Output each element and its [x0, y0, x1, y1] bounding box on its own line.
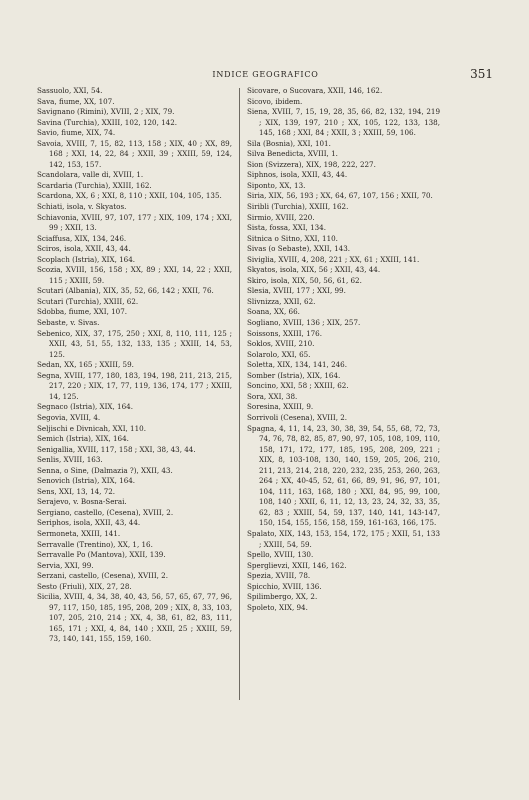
index-entry: Serravalle Po (Mantova), XXII, 139. [37, 550, 166, 560]
index-entry: Skiro, isola, XIX, 50, 56, 61, 62. [247, 275, 362, 285]
index-entry: Siponto, XX, 13. [247, 180, 306, 190]
index-entry: Schiavonia, XVIII, 97, 107, 177 ; XIX, 109, 174 ; XXI, 99 ; XXII, 13. [37, 212, 232, 233]
index-entry: Savina (Turchia), XXIII, 102, 120, 142. [37, 117, 178, 127]
index-entry: Soana, XX, 66. [247, 307, 300, 317]
index-entry: Scozia, XVIII, 156, 158 ; XX, 89 ; XXI, 14, 22 ; XXII, 115 ; XXIII, 59. [37, 265, 232, 285]
index-entry: Seriphos, isola, XXII, 43, 44. [37, 518, 141, 528]
index-entry: Silva Benedicta, XVIII, 1. [247, 149, 338, 159]
index-entry: Spilimbergo, XX, 2. [247, 592, 318, 602]
index-entry: Sogliano, XVIII, 136 ; XIX, 257. [247, 318, 361, 328]
index-entry: Skyatos, isola, XIX, 56 ; XXII, 43, 44. [247, 265, 381, 275]
index-entry: Schiati, isola, v. Skyatos. [37, 202, 127, 212]
index-entry: Servia, XXI, 99. [37, 560, 94, 570]
index-entry: Sermoneta, XXIII, 141. [37, 528, 121, 538]
index-entry: Somber (Istria), XIX, 164. [247, 370, 341, 380]
index-entry: Scardaria (Turchia), XXIII, 162. [37, 180, 152, 190]
index-entry: Siena, XVIII, 7, 15, 19, 28, 35, 66, 82, 132, 194, 219 ; XIX, 139, 197, 210 ; XX, 105, 122, 133, 138, 145, 168 ; XXI, 84 ; XXII, 3 ; XXIII, 59, 106. [247, 107, 440, 138]
index-column-right [247, 86, 440, 613]
index-entry: Slesia, XVIII, 177 ; XXI, 99. [247, 286, 346, 296]
index-entry: Spalato, XIX, 143, 153, 154, 172, 175 ; XXII, 51, 133 ; XXIII, 54, 59. [247, 528, 440, 549]
index-entry: Sebaste, v. Sivas. [37, 318, 100, 328]
index-entry: Spicchio, XVIII, 136. [247, 581, 322, 591]
index-entry: Serzani, castello, (Cesena), XVIII, 2. [37, 571, 168, 581]
index-entry: Senovich (Istria), XIX, 164. [37, 476, 136, 486]
index-entry: Solarolo, XXI, 65. [247, 349, 311, 359]
index-entry: Sava, fiume, XX, 107. [37, 96, 115, 106]
index-entry: Sion (Svizzera), XIX, 198, 222, 227. [247, 159, 376, 169]
index-entry: Segna, XVIII, 177, 180, 183, 194, 198, 211, 213, 215, 217, 220 ; XIX, 17, 77, 119, 136, 174, 177 ; XXIII, 14, 125. [37, 370, 232, 401]
index-entry: Scutari (Turchia), XXIII, 62. [37, 296, 139, 306]
index-column-left [37, 86, 232, 645]
index-entry: Sebenico, XIX, 37, 175, 250 ; XXI, 8, 110, 111, 125 ; XXII, 43, 51, 55, 132, 133, 135 ; XXIII, 14, 53, 125. [37, 328, 232, 359]
index-entry: Siribli (Turchia), XXIII, 162. [247, 202, 349, 212]
index-entry: Soissons, XXIII, 176. [247, 328, 322, 338]
index-entry: Sicovo, ibidem. [247, 96, 303, 106]
index-entry: Sedan, XX, 165 ; XXIII, 59. [37, 360, 134, 370]
index-entry: Savignano (Rimini), XVIII, 2 ; XIX, 79. [37, 107, 175, 117]
index-entry: Sicovare, o Sucovara, XXII, 146, 162. [247, 86, 383, 95]
index-entry: Sora, XXI, 38. [247, 391, 298, 401]
index-entry: Sesto (Friuli), XIX, 27, 28. [37, 581, 132, 591]
index-entry: Sista, fossa, XXI, 134. [247, 223, 327, 233]
index-entry: Siviglia, XVIII, 4, 208, 221 ; XX, 61 ; XXIII, 141. [247, 254, 420, 264]
page-title: INDICE GEOGRAFICO [212, 70, 319, 79]
index-entry: Senlis, XVIII, 163. [37, 455, 103, 465]
index-entry: Segnaco (Istria), XIX, 164. [37, 402, 133, 412]
index-entry: Savio, fiume, XIX, 74. [37, 128, 116, 138]
index-entry: Senna, o Sine, (Dalmazia ?), XXII, 43. [37, 465, 173, 475]
index-entry: Spoleto, XIX, 94. [247, 602, 308, 612]
index-entry: Soresina, XXIII, 9. [247, 402, 314, 412]
index-entry: Soklos, XVIII, 210. [247, 339, 315, 349]
index-entry: Siria, XIX, 56, 193 ; XX, 64, 67, 107, 156 ; XXII, 70. [247, 191, 433, 201]
index-entry: Soncino, XXI, 58 ; XXIII, 62. [247, 381, 349, 391]
index-entry: Sitnica o Sitno, XXI, 110. [247, 233, 338, 243]
index-entry: Sorrivoli (Cesena), XVIII, 2. [247, 412, 348, 422]
index-entry: Sciros, isola, XXII, 43, 44. [37, 244, 131, 254]
index-entry: Spagna, 4, 11, 14, 23, 30, 38, 39, 54, 55, 68, 72, 73, 74, 76, 78, 82, 85, 87, 90, 97, 105, 108, 109, 110, 158, 171, 172, 177, 185, 195, 208, 209, 221 ; XIX, 8, 103-108, 130, 140, 159, 205, 206, 210, 211, 213, 214, 218, 220, 232, 235, 253, 260, 263, 264 ; XX, 40-45, 52, 61, 66, 89, 91, 96, 97, 101, 104, 111, 163, 168, 180 ; XXI, 84, 95, 99, 100, 108, 140 ; XXII, 6, 11, 12, 13, 23, 24, 32, 33, 35, 62, 83 ; XXIII, 54, 59, 137, 140, 141, 143-147, 150, 154, 155, 156, 158, 159, 161-163, 166, 175. [247, 423, 440, 528]
index-entry: Senigallia, XVIII, 117, 158 ; XXI, 38, 43, 44. [37, 444, 196, 454]
running-header [38, 67, 493, 86]
index-entry: Scardona, XX, 6 ; XXI, 8, 110 ; XXII, 104, 105, 135. [37, 191, 222, 201]
index-entry: Sens, XXI, 13, 14, 72. [37, 486, 116, 496]
index-entry: Sdobba, fiume, XXI, 107. [37, 307, 128, 317]
index-entry: Scandolara, valle di, XVIII, 1. [37, 170, 144, 180]
index-entry: Spezia, XVIII, 78. [247, 571, 311, 581]
index-entry: Siphnos, isola, XXII, 43, 44. [247, 170, 348, 180]
index-entry: Seljischi e Divnicah, XXI, 110. [37, 423, 146, 433]
index-entry: Sperglievzi, XXII, 146, 162. [247, 560, 347, 570]
index-entry: Scutari (Albania), XIX, 35, 52, 66, 142 ; XXII, 76. [37, 286, 214, 296]
index-entry: Sergiano, castello, (Cesena), XVIII, 2. [37, 507, 174, 517]
page-number: 351 [470, 67, 493, 81]
index-entry: Soletta, XIX, 134, 141, 246. [247, 360, 348, 370]
index-entry: Savoia, XVIII, 7, 15, 82, 113, 158 ; XIX, 40 ; XX, 89, 168 ; XXI, 14, 22, 84 ; XXII, 39 ; XXIII, 59, 124, 142, 153, 157. [37, 138, 232, 169]
index-entry: Semich (Istria), XIX, 164. [37, 434, 129, 444]
index-entry: Serravalle (Trentino), XX, 1, 16. [37, 539, 153, 549]
index-entry: Sassuolo, XXI, 54. [37, 86, 103, 95]
index-entry: Slivnizza, XXII, 62. [247, 296, 316, 306]
index-entry: Sirmio, XVIII, 220. [247, 212, 315, 222]
index-entry: Serajevo, v. Bosna-Serai. [37, 497, 127, 507]
index-entry: Sivas (o Sebaste), XXII, 143. [247, 244, 351, 254]
index-entry: Spello, XVIII, 130. [247, 550, 314, 560]
index-entry: Segovia, XVIII, 4. [37, 412, 101, 422]
index-entry: Sciaffusa, XIX, 134, 246. [37, 233, 127, 243]
index-entry: Sila (Bosnia), XXI, 101. [247, 138, 331, 148]
index-entry: Scoplach (Istria), XIX, 164. [37, 254, 136, 264]
index-entry: Sicilia, XVIII, 4, 34, 38, 40, 43, 56, 57, 65, 67, 77, 96, 97, 117, 150, 185, 195, 208, 209 ; XIX, 8, 33, 103, 107, 205, 210, 214 ; XX, 4, 38, 61, 82, 83, 111, 165, 171 ; XXI, 4, 84, 140 ; XXII, 25 ; XXIII, 59, 73, 140, 141, 155, 159, 160. [37, 592, 232, 644]
column-divider [239, 88, 240, 700]
